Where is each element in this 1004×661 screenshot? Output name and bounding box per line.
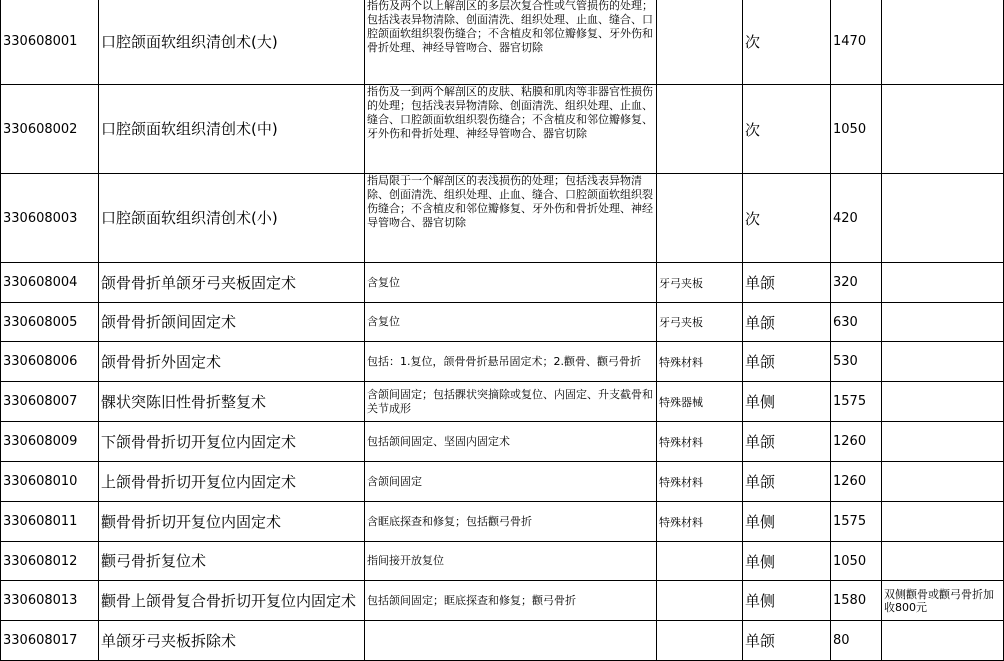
- table-row: [1, 621, 1004, 661]
- item-description: 指伤及一到两个解剖区的皮肤、粘膜和肌肉等非器官性损伤的处理；包括浅表异物清除、创面清洗、组织处理、止血、缝合、口腔颌面软组织裂伤缝合；不含植皮和邻位瓣修复、牙外伤和骨折处理、神经导管吻合、器官切除: [365, 85, 657, 174]
- item-description: [365, 621, 657, 661]
- item-note: [882, 0, 1004, 85]
- item-unit: 单侧: [743, 382, 831, 422]
- item-code: 330608017: [1, 621, 99, 661]
- item-name: 颌骨骨折外固定术: [99, 342, 365, 382]
- item-material: [657, 542, 743, 581]
- item-name: 口腔颌面软组织清创术(大): [99, 0, 365, 85]
- item-price: 1470: [831, 0, 882, 85]
- item-unit: 单侧: [743, 502, 831, 542]
- item-unit: 次: [743, 174, 831, 263]
- item-name: 颌骨骨折颌间固定术: [99, 303, 365, 342]
- item-material: 特殊材料: [657, 342, 743, 382]
- item-unit: 单颌: [743, 621, 831, 661]
- item-note: [882, 174, 1004, 263]
- item-description: 包括颌间固定、坚固内固定术: [365, 422, 657, 462]
- item-price: 320: [831, 263, 882, 303]
- item-unit: 单颌: [743, 342, 831, 382]
- item-note: [882, 342, 1004, 382]
- item-name: 口腔颌面软组织清创术(中): [99, 85, 365, 174]
- item-code: 330608010: [1, 462, 99, 502]
- item-description: 含眶底探查和修复；包括颧弓骨折: [365, 502, 657, 542]
- item-code: 330608011: [1, 502, 99, 542]
- item-material: 牙弓夹板: [657, 263, 743, 303]
- item-material: 牙弓夹板: [657, 303, 743, 342]
- item-name: 口腔颌面软组织清创术(小): [99, 174, 365, 263]
- table-row: [1, 303, 1004, 342]
- item-note: [882, 85, 1004, 174]
- item-code: 330608001: [1, 0, 99, 85]
- table-row: [1, 422, 1004, 462]
- item-code: 330608005: [1, 303, 99, 342]
- item-description: 指伤及两个以上解剖区的多层次复合性或气管损伤的处理；包括浅表异物清除、创面清洗、组织处理、止血、缝合、口腔颌面软组织裂伤缝合；不含植皮和邻位瓣修复、牙外伤和骨折处理、神经导管吻合、器官切除: [365, 0, 657, 85]
- item-material: [657, 621, 743, 661]
- item-price: 1050: [831, 85, 882, 174]
- item-price: 1050: [831, 542, 882, 581]
- item-code: 330608002: [1, 85, 99, 174]
- item-unit: 次: [743, 0, 831, 85]
- item-note: [882, 542, 1004, 581]
- item-price: 1575: [831, 382, 882, 422]
- item-unit: 单颌: [743, 462, 831, 502]
- item-description: 含颌间固定: [365, 462, 657, 502]
- table-row: [1, 0, 1004, 85]
- item-note: [882, 382, 1004, 422]
- item-material: [657, 581, 743, 621]
- item-price: 530: [831, 342, 882, 382]
- item-material: 特殊材料: [657, 502, 743, 542]
- item-code: 330608009: [1, 422, 99, 462]
- item-code: 330608012: [1, 542, 99, 581]
- item-name: 髁状突陈旧性骨折整复术: [99, 382, 365, 422]
- table-row: [1, 342, 1004, 382]
- item-price: 1580: [831, 581, 882, 621]
- item-note: [882, 502, 1004, 542]
- item-name: 颌骨骨折单颌牙弓夹板固定术: [99, 263, 365, 303]
- item-price: 1260: [831, 462, 882, 502]
- item-material: [657, 0, 743, 85]
- item-name: 上颌骨骨折切开复位内固定术: [99, 462, 365, 502]
- item-unit: 单颌: [743, 422, 831, 462]
- table-row: [1, 174, 1004, 263]
- item-name: 颧骨骨折切开复位内固定术: [99, 502, 365, 542]
- table-row: [1, 263, 1004, 303]
- item-name: 下颌骨骨折切开复位内固定术: [99, 422, 365, 462]
- item-material: 特殊材料: [657, 422, 743, 462]
- item-unit: 单颌: [743, 263, 831, 303]
- item-note: [882, 263, 1004, 303]
- item-name: 单颌牙弓夹板拆除术: [99, 621, 365, 661]
- table-row: [1, 462, 1004, 502]
- table-row: [1, 85, 1004, 174]
- item-code: 330608013: [1, 581, 99, 621]
- item-note: 双侧颧骨或颧弓骨折加收800元: [882, 581, 1004, 621]
- item-note: [882, 422, 1004, 462]
- item-unit: 单侧: [743, 581, 831, 621]
- item-code: 330608006: [1, 342, 99, 382]
- item-code: 330608004: [1, 263, 99, 303]
- table-row: [1, 382, 1004, 422]
- item-material: 特殊器械: [657, 382, 743, 422]
- item-code: 330608003: [1, 174, 99, 263]
- item-description: 指局限于一个解剖区的表浅损伤的处理；包括浅表异物清除、创面清洗、组织处理、止血、缝合、口腔颌面软组织裂伤缝合；不含植皮和邻位瓣修复、牙外伤和骨折处理、神经导管吻合、器官切除: [365, 174, 657, 263]
- item-description: 包括：1.复位，颌骨骨折悬吊固定术；2.颧骨、颧弓骨折: [365, 342, 657, 382]
- item-material: [657, 174, 743, 263]
- item-note: [882, 303, 1004, 342]
- item-price: 420: [831, 174, 882, 263]
- item-note: [882, 621, 1004, 661]
- item-description: 含复位: [365, 263, 657, 303]
- table-row: [1, 502, 1004, 542]
- table-row: [1, 542, 1004, 581]
- item-unit: 单颌: [743, 303, 831, 342]
- item-material: [657, 85, 743, 174]
- item-price: 80: [831, 621, 882, 661]
- table-row: [1, 581, 1004, 621]
- item-description: 含复位: [365, 303, 657, 342]
- item-price: 1575: [831, 502, 882, 542]
- item-note: [882, 462, 1004, 502]
- item-price: 630: [831, 303, 882, 342]
- item-price: 1260: [831, 422, 882, 462]
- item-unit: 次: [743, 85, 831, 174]
- item-material: 特殊材料: [657, 462, 743, 502]
- item-code: 330608007: [1, 382, 99, 422]
- item-description: 含颌间固定；包括髁状突摘除或复位、内固定、升支截骨和关节成形: [365, 382, 657, 422]
- item-unit: 单侧: [743, 542, 831, 581]
- item-name: 颧弓骨折复位术: [99, 542, 365, 581]
- item-description: 指间接开放复位: [365, 542, 657, 581]
- item-description: 包括颌间固定；眶底探查和修复；颧弓骨折: [365, 581, 657, 621]
- item-name: 颧骨上颌骨复合骨折切开复位内固定术: [99, 581, 365, 621]
